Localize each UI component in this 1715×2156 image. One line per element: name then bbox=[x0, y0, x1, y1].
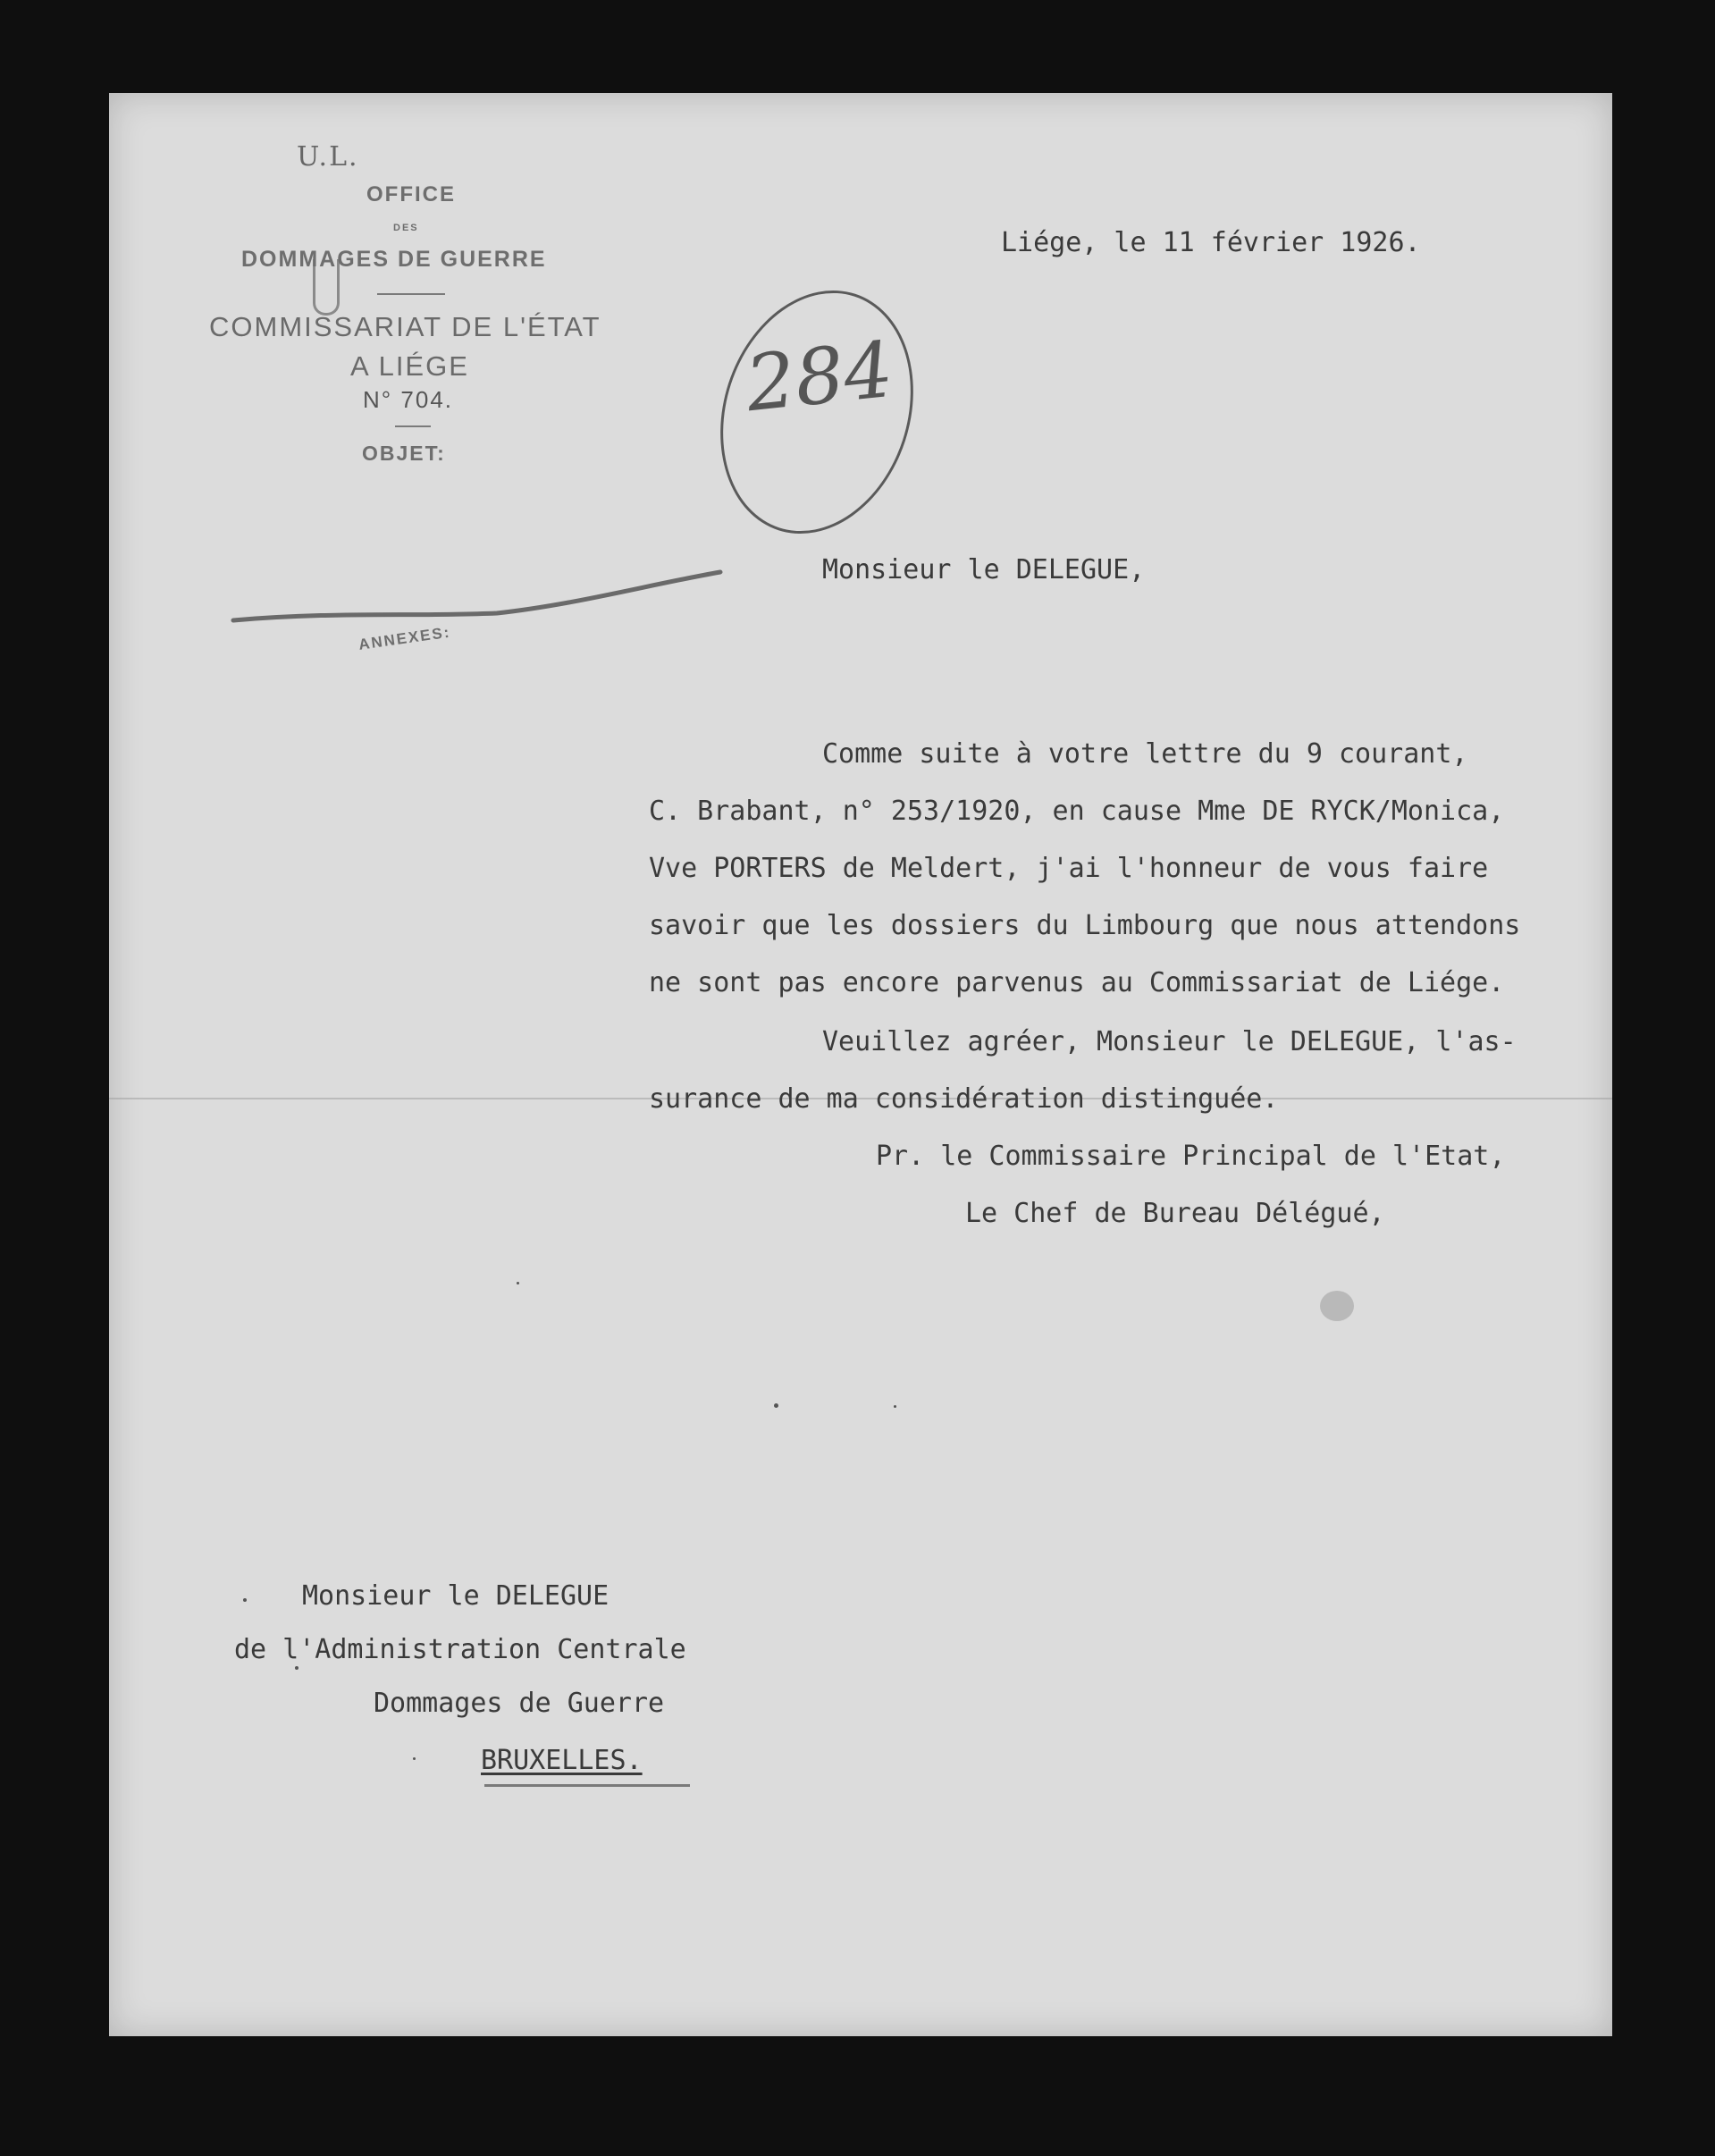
paper-speck bbox=[243, 1598, 247, 1602]
stamp-annexes-label: ANNEXES: bbox=[357, 623, 452, 653]
stamp-divider-2 bbox=[395, 425, 431, 427]
pen-stroke bbox=[229, 558, 729, 629]
recipient-city: BRUXELLES. bbox=[481, 1745, 643, 1776]
paper-speck bbox=[894, 1405, 896, 1408]
stamp-office: OFFICE bbox=[366, 182, 456, 206]
stamp-divider-1 bbox=[377, 293, 445, 295]
body-line-3: Vve PORTERS de Meldert, j'ai l'honneur de vous faire bbox=[649, 853, 1489, 884]
body-line-7: surance de ma considération distinguée. bbox=[649, 1083, 1279, 1115]
handwritten-number: 284 bbox=[742, 324, 897, 430]
stamp-des: DES bbox=[393, 223, 419, 233]
body-line-4: savoir que les dossiers du Limbourg que nous attendons bbox=[649, 910, 1521, 941]
date-line: Liége, le 11 février 1926. bbox=[1001, 227, 1421, 258]
body-line-5: ne sont pas encore parvenus au Commissariat de Liége. bbox=[649, 967, 1505, 998]
stamp-initials: U.L. bbox=[297, 141, 359, 173]
recipient-line-1: Monsieur le DELEGUE bbox=[302, 1580, 609, 1612]
paper-speck bbox=[774, 1403, 778, 1408]
stamp-number: N° 704. bbox=[363, 386, 454, 413]
recipient-line-2: de l'Administration Centrale bbox=[234, 1634, 686, 1665]
paper-smudge bbox=[1320, 1291, 1354, 1321]
body-line-6: Veuillez agréer, Monsieur le DELEGUE, l'as- bbox=[822, 1026, 1517, 1057]
salutation: Monsieur le DELEGUE, bbox=[822, 554, 1146, 585]
letter-page bbox=[109, 93, 1612, 2036]
stamp-commissariat: COMMISSARIAT DE L'ÉTAT bbox=[209, 311, 601, 342]
body-line-2: C. Brabant, n° 253/1920, en cause Mme DE RYCK/Monica, bbox=[649, 796, 1505, 827]
signature-line-1: Pr. le Commissaire Principal de l'Etat, bbox=[876, 1141, 1506, 1172]
paper-speck bbox=[413, 1757, 416, 1760]
paper-speck bbox=[295, 1666, 298, 1670]
stamp-object-label: OBJET: bbox=[362, 442, 446, 465]
signature-line-2: Le Chef de Bureau Délégué, bbox=[965, 1198, 1385, 1229]
stamp-city: A LIÉGE bbox=[350, 350, 469, 382]
paper-speck bbox=[517, 1282, 519, 1284]
recipient-line-3: Dommages de Guerre bbox=[374, 1688, 665, 1719]
body-line-1: Comme suite à votre lettre du 9 courant, bbox=[822, 738, 1468, 770]
recipient-city-underline bbox=[484, 1784, 690, 1787]
stamp-dommages-de-guerre: DOMMAGES DE GUERRE bbox=[241, 247, 547, 272]
